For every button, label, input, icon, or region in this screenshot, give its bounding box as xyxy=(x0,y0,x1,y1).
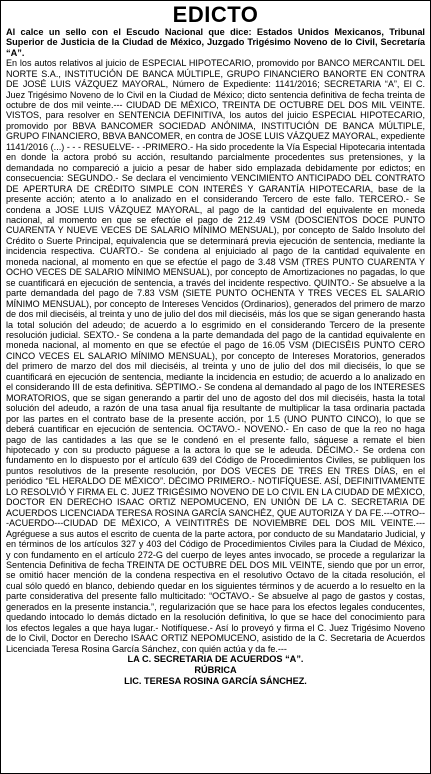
edict-body: En los autos relativos al juicio de ESPECIAL HIPOTECARIO, promovido por BANCO MERCANTIL DEL NORTE S.A., INSTITUCIÓN DE BANCA MÚLTIPLE, GRUPO FINANCIERO BANORTE EN CONTRA DE JOSÉ LUIS VÁZQUEZ MAYORAL, Número de Expediente: 1141/2016; SECRETARIA “A”, El C. Juez Trigésimo Noveno de lo Civil en la Ciudad de México; dicto sentencia definitiva de fecha treinta de octubre de dos mil veinte.--- CIUDAD DE MÉXICO, TREINTA DE OCTUBRE DEL DOS MIL VEINTE. VISTOS, para resolver en SENTENCIA DEFINITIVA, los autos del juicio ESPECIAL HIPOTECARIO, promovido por BBVA BANCOMER SOCIEDAD ANÓNIMA, INSTITUCIÓN DE BANCA MÚLTIPLE, GRUPO FINANCIERO, BBVA BANCOMER, en contra de JOSE LUIS VÁZQUEZ MAYORAL, expediente 1141/2016 (...) - - - RESUELVE- - -PRIMERO.- Ha sido procedente la Vía Especial Hipotecaria intentada en donde la actora probó su acción, resultando parcialmente procedentes sus pretensiones, y la demandada no compareció a juicio a pesar de haber sido emplazada debidamente por edictos; en consecuencia: SEGUNDO.- Se declara el vencimiento VENCIMIENTO ANTICIPADO DEL CONTRATO DE APERTURA DE CRÉDITO SIMPLE CON INTERÉS Y GARANTÍA HIPOTECARIA, base de la presente acción; atento a lo analizado en el considerando Tercero de este fallo. TERCERO.- Se condena a JOSE LUIS VÁZQUEZ MAYORAL, al pago de la cantidad del equivalente en moneda nacional, al momento en que se efectúe el pago de 212.49 VSM (DOSCIENTOS DOCE PUNTO CUARENTA Y NUEVE VECES DE SALARIO MÍNIMO MENSUAL), por concepto de Saldo Insoluto del Crédito o Suerte Principal, equivalencia que se determinará previa ejecución de sentencia, mediante la incidencia respectiva. CUARTO.- Se condena al enjuiciado al pago de la cantidad equivalente en moneda nacional, al momento en que se efectúe el pago de 3.48 VSM (TRES PUNTO CUARENTA Y OCHO VECES DE SALARIO MÍNIMO MENSUAL), por concepto de Amortizaciones no pagadas, lo que se cuantificará en ejecución de sentencia, a través del incidente respectivo. QUINTO.- Se absuelve a la parte demandada del pago de 7.83 VSM (SIETE PUNTO OCHENTA Y TRES VECES EL SALARIO MÍNIMO MENSUAL), por concepto de Intereses Vencidos (Ordinarios), generados del primero de marzo de dos mil dieciséis, al treinta y uno de julio del dos mil dieciséis, más los que se sigan generando hasta la total solución del adeudo; de acuerdo a lo esgrimido en el considerando Tercero de la presente resolución judicial. SEXTO.- Se condena a la parte demandada del pago de la cantidad equivalente en moneda nacional, al momento en que se efectúe el pago de 16.05 VSM (DIECISÉIS PUNTO CERO CINCO VECES EL SALARIO MÍNIMO MENSUAL), por concepto de Intereses Moratorios, generados del primero de marzo del dos mil dieciséis, al treinta y uno de julio del dos mil dieciséis, lo que se cuantificará en ejecución de sentencia, mediante la incidencia en estudio; de acuerdo a lo analizado en el considerando III de esta definitiva. SÉPTIMO.- Se condena al demandado al pago de los INTERESES MORATORIOS, que se sigan generando a partir del uno de agosto del dos mil dieciséis, hasta la total solución del adeudo, a razón de una tasa anual fija resultante de multiplicar la tasa ordinaria pactada por las partes en el contrato base de la presente acción, por 1.5 (UNO PUNTO CINCO), lo que se deberá cuantificar en ejecución de sentencia. OCTAVO.- NOVENO.- En caso de que la reo no haga pago de las cantidades a las que se le condenó en el presente fallo, sáquese a remate el bien hipotecado y con su producto páguese a la actora lo que se le adeuda. DÉCIMO.- Se ordena con fundamento en lo dispuesto por el artículo 639 del Código de Procedimientos Civiles, se publiquen los puntos resolutivos de la presente resolución, por DOS VECES DE TRES EN TRES DÍAS, en el periódico “EL HERALDO DE MÉXICO”. DÉCIMO PRIMERO.- NOTIFÍQUESE. ASÍ, DEFINITIVAMENTE LO RESOLVIÓ Y FIRMA EL C. JUEZ TRIGÉSIMO NOVENO DE LO CIVIL EN LA CIUDAD DE MÉXICO, DOCTOR EN DERECHO ISAAC ORTIZ NEPOMUCENO, EN UNIÓN DE LA C. SECRETARIA DE ACUERDOS LICENCIADA TERESA ROSINA GARCÍA SANCHÉZ, QUE AUTORIZA Y DA FE.---OTRO---ACUERDO---CIUDAD DE MÉXICO, A VEINTITRÉS DE NOVIEMBRE DEL DOS MIL VEINTE.---Agréguese a sus autos el escrito de cuenta de la parte actora, por conducto de su Mandatario Judicial, y en términos de los artículos 327 y 403 del Código de Procedimientos Civiles para la Ciudad de México, y con fundamento en el artículo 272-G del cuerpo de leyes antes invocado, se procede a regularizar la Sentencia Definitiva de fecha TREINTA DE OCTUBRE DEL DOS MIL VEINTE, siendo que por un error, se omitió hacer mención de la condena respectiva en el resolutivo Octavo de la citada resolución, el cual sólo quedó en blanco, debiendo quedar en los siguientes términos y de acuerdo a lo resuelto en la parte considerativa del presente fallo multicitado: “OCTAVO.- Se absuelve al pago de gastos y costas, generados en la presente instancia.”, regularización que se hace para los efectos legales conducentes, quedando intocado lo demás dictado en la resolución definitiva, lo que se hace del conocimiento para los efectos legales a que haya lugar.- Notifíquese.- Así lo proveyó y firma el C. Juez Trigésimo Noveno de lo Civil, Doctor en Derecho ISAAC ORTIZ NEPOMUCENO, asistido de la C. Secretaria de Acuerdos Licenciada Teresa Rosina García Sánchez, con quién actúa y da fe.--- xyxy=(6,58,425,654)
edict-title: EDICTO xyxy=(172,2,259,27)
signature-name: LIC. TERESA ROSINA GARCÍA SÁNCHEZ. xyxy=(124,676,307,687)
signature-title: LA C. SECRETARIA DE ACUERDOS “A”. xyxy=(127,654,304,665)
seal-description: Al calce un sello con el Escudo Nacional que dice: Estados Unidos Mexicanos, Tribunal Superior de Justicia de la Ciudad de México, Juzgado Trigésimo Noveno de lo Civil, Secretaría “A”. xyxy=(6,27,425,58)
signature-rubric: RÚBRICA xyxy=(194,665,237,676)
signature-block xyxy=(6,654,425,687)
